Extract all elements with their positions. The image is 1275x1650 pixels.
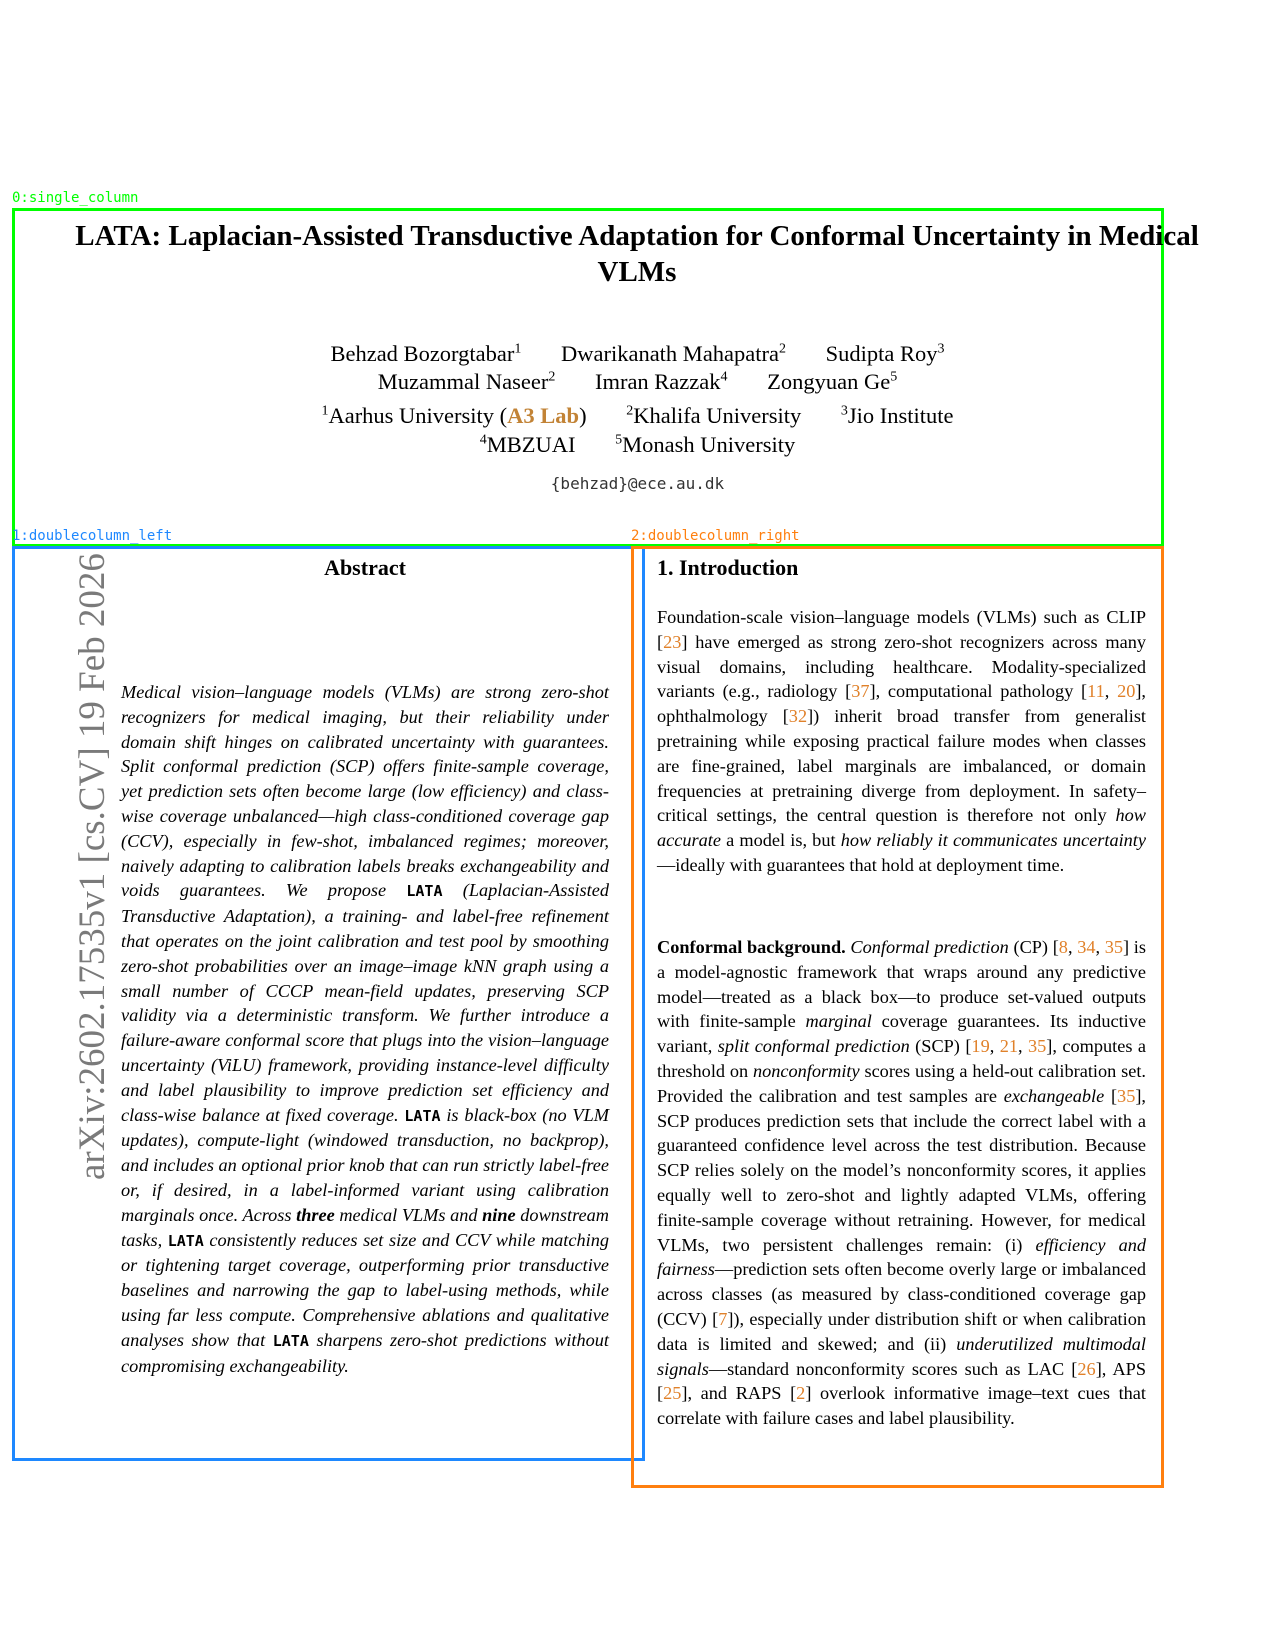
body-text: ]), especially under distribution shift or when calibration data is limited and skewed; and (ii): [657, 1308, 1146, 1354]
affiliation-line-2: [0, 431, 1275, 459]
body-text: a model is, but: [720, 830, 841, 851]
affiliation-number: 3: [840, 403, 848, 419]
citation-link[interactable]: 35: [1028, 1036, 1047, 1057]
author-name: Muzammal Naseer: [377, 369, 549, 394]
body-text: (SCP) [: [909, 1036, 972, 1057]
citation-link[interactable]: 35: [1104, 937, 1124, 957]
affiliation-close-paren: ): [579, 403, 587, 428]
citation-link[interactable]: 11: [1087, 681, 1105, 702]
citation-link[interactable]: 32: [788, 706, 808, 727]
author-name: Behzad Bozorgtabar: [330, 341, 515, 366]
author-affiliation-mark: 2: [548, 369, 556, 385]
body-text: ], and RAPS [: [681, 1383, 797, 1404]
body-text: [: [1104, 1085, 1118, 1106]
region-label-doublecolumn-left: 1:doublecolumn_left: [12, 528, 173, 544]
body-text: ,: [1104, 681, 1118, 702]
region-label-doublecolumn-right: 2:doublecolumn_right: [631, 528, 800, 544]
body-text: ] is a model-agnostic framework that wraps around any predictive model—treated as a black box—to produce set-valued outputs with finite-sample: [657, 937, 1146, 1032]
emphasis-text: marginal: [805, 1011, 872, 1032]
body-text: coverage guarantees. Its inductive variant,: [657, 1011, 1146, 1057]
abstract-emphasis: three: [296, 1204, 335, 1225]
body-text: ]) inherit broad transfer from generalist pretraining while exposing practical failure modes when classes are fine-grained, label marginals are imbalanced, or domain frequencies at pretraining diverge from deployment. In safety–critical settings, the central question is therefore not only: [657, 706, 1147, 826]
body-text: ,: [1018, 1036, 1029, 1057]
affiliation-name: Aarhus University (: [328, 403, 508, 428]
introduction-paragraph-1: [657, 605, 1146, 878]
body-text: Foundation-scale vision–language models (VLMs) such as CLIP [: [657, 607, 1146, 652]
author-affiliation-mark: 3: [937, 341, 945, 357]
affiliation-name: MBZUAI: [486, 432, 576, 457]
author-affiliation-mark: 5: [890, 369, 898, 385]
run-in-heading: Conformal background.: [657, 937, 846, 957]
method-name: LATA: [404, 1106, 441, 1125]
emphasis-text: exchangeable: [1003, 1085, 1105, 1106]
emphasis-text: nonconformity: [752, 1060, 860, 1081]
affiliation-name: Khalifa University: [633, 403, 802, 428]
method-name: LATA: [167, 1231, 204, 1250]
body-text: ], ophthalmology [: [657, 681, 1147, 727]
author-affiliation-mark: 1: [514, 341, 522, 357]
author-line-2: [0, 368, 1275, 396]
body-text: (CP) [: [1008, 937, 1059, 957]
abstract-text: (Laplacian-Assisted Transductive Adaptation), a training- and label-free refinement that operates on the joint calibration and test pool by smoothing zero-shot probabilities over an image–image kNN graph using a small number of CCCP mean-field updates, preserving SCP validity via a deterministic transform. We further introduce a failure-aware conformal score that plugs into the vision–language uncertainty (ViLU) framework, providing instance-level difficulty and label plausibility to improve prediction set efficiency and class-wise balance at fixed coverage.: [121, 880, 609, 1125]
citation-link[interactable]: 37: [851, 681, 870, 702]
body-text: scores using a held-out calibration set. Provided the calibration and test samples are: [657, 1060, 1146, 1106]
abstract-text: is black-box (no VLM updates), compute-light (windowed transduction, no backprop), and includes an optional prior knob that can run strictly label-free or, if desired, in a label-informed variant using calibration marginals once. Across: [121, 1104, 609, 1225]
affiliation-line-1: [0, 402, 1275, 430]
body-text: ], computational pathology [: [869, 681, 1088, 702]
abstract-body: [121, 680, 609, 1378]
body-text: —ideally with guarantees that hold at deployment time.: [657, 854, 1065, 875]
abstract-text: medical VLMs and: [334, 1204, 483, 1225]
citation-link[interactable]: 21: [999, 1036, 1018, 1057]
body-text: ] have emerged as strong zero-shot recognizers across many visual domains, including healthcare. Modality-specialized variants (e.g., radiology [: [657, 631, 1146, 702]
citation-link[interactable]: 8: [1058, 937, 1068, 957]
author-affiliation-mark: 2: [779, 341, 787, 357]
emphasis-text: Conformal prediction: [850, 937, 1009, 957]
author-affiliation-mark: 4: [720, 369, 728, 385]
abstract-text: downstream tasks,: [121, 1204, 609, 1250]
author-name: Imran Razzak: [594, 369, 721, 394]
author-name: Dwarikanath Mahapatra: [560, 341, 780, 366]
citation-link[interactable]: 26: [1077, 1358, 1096, 1379]
body-text: ], APS [: [657, 1358, 1146, 1404]
affiliation-number: 5: [615, 432, 623, 448]
abstract-heading: Abstract: [324, 555, 406, 580]
affiliation-number: 1: [321, 403, 329, 419]
body-text: ,: [1067, 937, 1078, 957]
arxiv-stamp: arXiv:2602.17535v1 [cs.CV] 19 Feb 2026: [72, 553, 113, 1180]
citation-link[interactable]: 2: [796, 1383, 806, 1404]
citation-link[interactable]: 7: [718, 1308, 728, 1329]
paper-title: LATA: Laplacian-Assisted Transductive Adaptation for Conformal Uncertainty in Medical VLMs: [75, 220, 1199, 288]
citation-link[interactable]: 34: [1077, 937, 1096, 957]
author-name: Sudipta Roy: [825, 341, 938, 366]
body-text: —prediction sets often become overly large or imbalanced across classes (as measured by class-conditioned coverage gap (CCV) [: [657, 1259, 1146, 1329]
citation-link[interactable]: 19: [971, 1036, 990, 1057]
abstract-emphasis: nine: [482, 1204, 516, 1225]
body-text: ] overlook informative image–text cues that correlate with failure cases and label plausibility.: [657, 1383, 1146, 1429]
emphasis-text: split conformal prediction: [717, 1036, 910, 1057]
affiliation-name: Jio Institute: [847, 403, 954, 428]
abstract-text: sharpens zero-shot predictions without compromising exchangeability.: [121, 1329, 609, 1376]
abstract-text: consistently reduces set size and CCV while matching or tightening target coverage, outperforming prior transductive baselines and narrowing the gap to label-using methods, while using far less compute. Comprehensive ablations and qualitative analyses show that: [121, 1229, 609, 1350]
author-line-1: [0, 340, 1275, 368]
contact-email: {behzad}@ece.au.dk: [550, 474, 725, 493]
author-name: Zongyuan Ge: [767, 369, 891, 394]
body-text: ,: [989, 1036, 1000, 1057]
emphasis-text: efficiency and fairness: [657, 1234, 1146, 1280]
region-label-single-column: 0:single_column: [12, 190, 139, 206]
emphasis-text: how reliably it communicates uncertainty: [840, 830, 1146, 851]
body-text: —standard nonconformity scores such as LAC [: [708, 1358, 1078, 1379]
affiliation-name: Monash University: [622, 432, 796, 457]
method-name: LATA: [272, 1331, 309, 1350]
citation-link[interactable]: 25: [663, 1383, 682, 1404]
affiliation-number: 4: [479, 432, 487, 448]
citation-link[interactable]: 35: [1117, 1085, 1136, 1106]
introduction-paragraph-2: [657, 935, 1146, 1431]
lab-link[interactable]: A3 Lab: [507, 403, 580, 428]
affiliation-number: 2: [626, 403, 634, 419]
emphasis-text: how accurate: [657, 805, 1146, 851]
abstract-text: Medical vision–language models (VLMs) are strong zero-shot recognizers for medical imaging, but their reliability under domain shift hinges on calibrated uncertainty with guarantees. Split conformal prediction (SCP) offers finite-sample coverage, yet prediction sets often become large (low efficiency) and class-wise coverage unbalanced—high class-conditioned coverage gap (CCV), especially in few-shot, imbalanced regimes; moreover, naively adapting to calibration labels breaks exchangeability and voids guarantees. We propose: [121, 682, 609, 901]
body-text: ], SCP produces prediction sets that include the correct label with a guaranteed confidence level across the test distribution. Because SCP relies solely on the model’s nonconformity scores, it applies equally well to zero-shot and lightly adapted VLMs, offering finite-sample coverage without retraining. However, for medical VLMs, two persistent challenges remain: (i): [657, 1085, 1146, 1255]
citation-link[interactable]: 23: [663, 631, 682, 652]
citation-link[interactable]: 20: [1117, 681, 1136, 702]
body-text: ], computes a threshold on: [657, 1036, 1147, 1081]
introduction-heading: 1. Introduction: [657, 555, 799, 580]
body-text: ,: [1095, 937, 1105, 957]
method-name: LATA: [406, 882, 443, 901]
emphasis-text: underutilized multimodal signals: [657, 1333, 1146, 1379]
